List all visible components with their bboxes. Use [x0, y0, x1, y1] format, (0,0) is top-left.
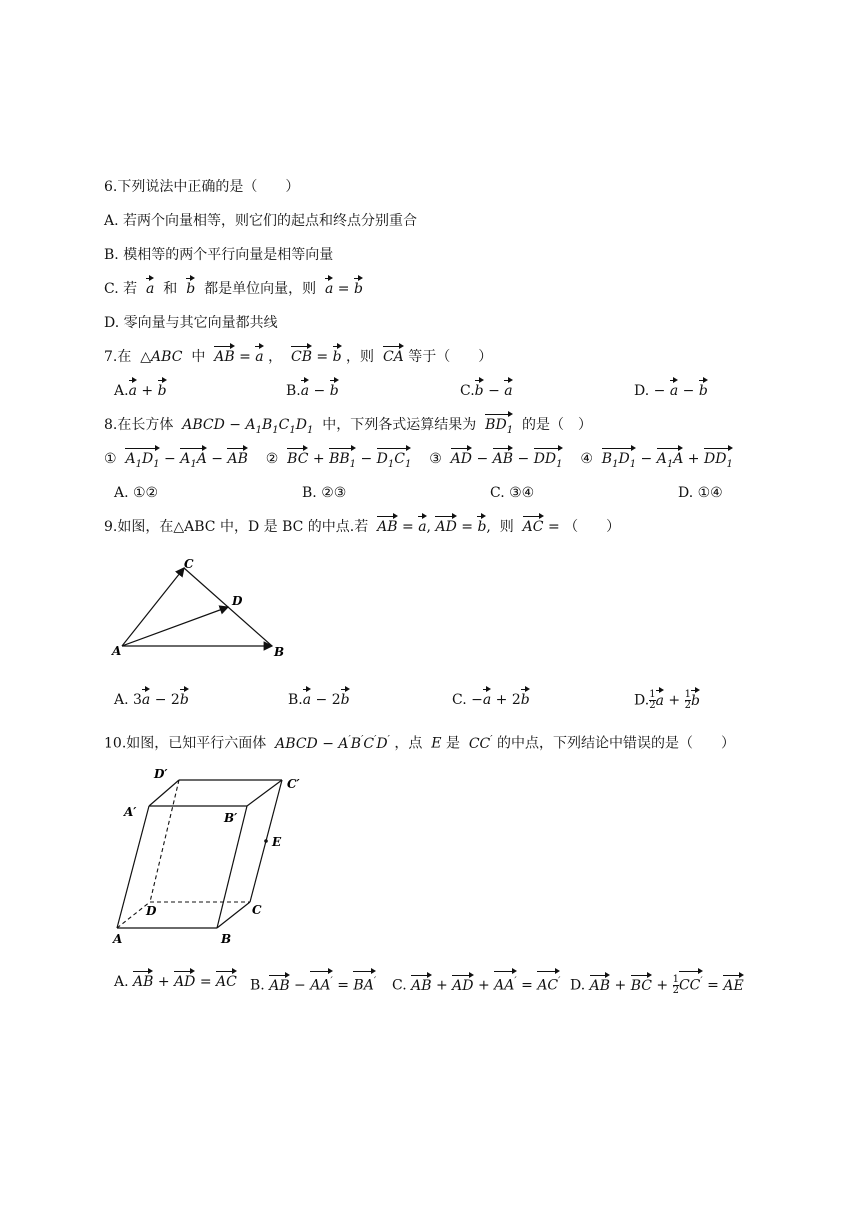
q8-option-a: A. ①② — [114, 485, 159, 501]
q7-option-c: C.b − a — [460, 383, 513, 399]
q7-triangle: △ABC — [140, 349, 183, 365]
q6-option-b: B. 模相等的两个平行向量是相等向量 — [104, 247, 334, 263]
q7-stem: 7.在 △ABC 中 AB = a ， CB = b ，则 CA 等于（ ） — [104, 349, 493, 365]
q10-label-d-prime: D′ — [154, 767, 168, 781]
q9-triangle-figure — [104, 556, 304, 666]
q6-c-prefix: C. 若 — [104, 281, 138, 297]
q8-expressions: ① $A_1D_1 - A_1A$ − AB ② BC + $BB_1 - D_1C_1$ ③ AD − AB − $DD_1$ ④ $B_1D_1 - A_1A + DD_1$ — [104, 449, 733, 475]
q10-option-b: B. AB − AA′ = BA′ — [250, 972, 376, 996]
q9-stem: 9.如图，在△ABC 中，D 是 BC 的中点.若 AB = a, AD = b, 则 AC = （ ） — [104, 519, 621, 535]
q10-stem: 10.如图，已知平行六面体 ABCD − A′B′C′D′ ，点 E 是 CC′ 的中点，下列结论中错误的是（ ） — [104, 734, 736, 752]
q10-option-c: C. AB + AD + AA′ = AC′ — [392, 972, 560, 996]
q8-option-d: D. ①④ — [678, 485, 723, 501]
q9-label-b: B — [274, 645, 285, 659]
q9-option-d: D. $\frac{1}{2}$ a + $\frac{1}{2}$ b — [634, 689, 700, 711]
q7-option-a: A.a + b — [114, 383, 167, 399]
q10-option-a: A. AB + AD = AC — [114, 974, 237, 990]
q9-label-d: D — [232, 594, 243, 608]
q9-option-c: C. −a + 2b — [452, 692, 530, 708]
q10-label-b: B — [221, 932, 232, 946]
q9-option-b: B.a − 2b — [288, 692, 350, 708]
vec-a: a — [146, 281, 155, 297]
q10-label-d: D — [146, 904, 157, 918]
q7-option-b: B.a − b — [286, 383, 339, 399]
q10-label-c: C — [252, 903, 262, 917]
q10-parallelepiped-figure — [104, 760, 304, 950]
q6-option-d: D. 零向量与其它向量都共线 — [104, 315, 278, 331]
q7-option-d: D. − a − b — [634, 383, 708, 399]
q10-label-e: E — [272, 835, 282, 849]
q9-label-c: C — [184, 557, 194, 571]
q10-label-c-prime: C′ — [287, 777, 300, 791]
q10-label-b-prime: B′ — [224, 811, 238, 825]
q8-option-c: C. ③④ — [490, 485, 535, 501]
q9-option-a: A. 3a − 2b — [114, 692, 189, 708]
q10-label-a: A — [113, 932, 123, 946]
q6-option-c: C. 若 a 和 b 都是单位向量，则 a = b — [104, 281, 363, 297]
q10-option-d: D. AB + BC + $\frac{1}{2}$ CC′ = AE — [570, 972, 744, 996]
q6-option-a: A. 若两个向量相等，则它们的起点和终点分别重合 — [104, 213, 418, 229]
q10-label-a-prime: A′ — [124, 805, 137, 819]
q9-label-a: A — [112, 644, 122, 658]
q6-c-and: 和 — [163, 281, 178, 297]
q8-stem: 8.在长方体 ABCD − $A_1B_1C_1D_1$ 中，下列各式运算结果为 $BD_1$ 的是（ ） — [104, 415, 592, 441]
q8-option-b: B. ②③ — [302, 485, 347, 501]
q6-c-mid: 都是单位向量，则 — [204, 281, 317, 297]
q6-stem: 6.下列说法中正确的是（ ） — [104, 179, 300, 195]
vec-b: b — [186, 281, 196, 297]
